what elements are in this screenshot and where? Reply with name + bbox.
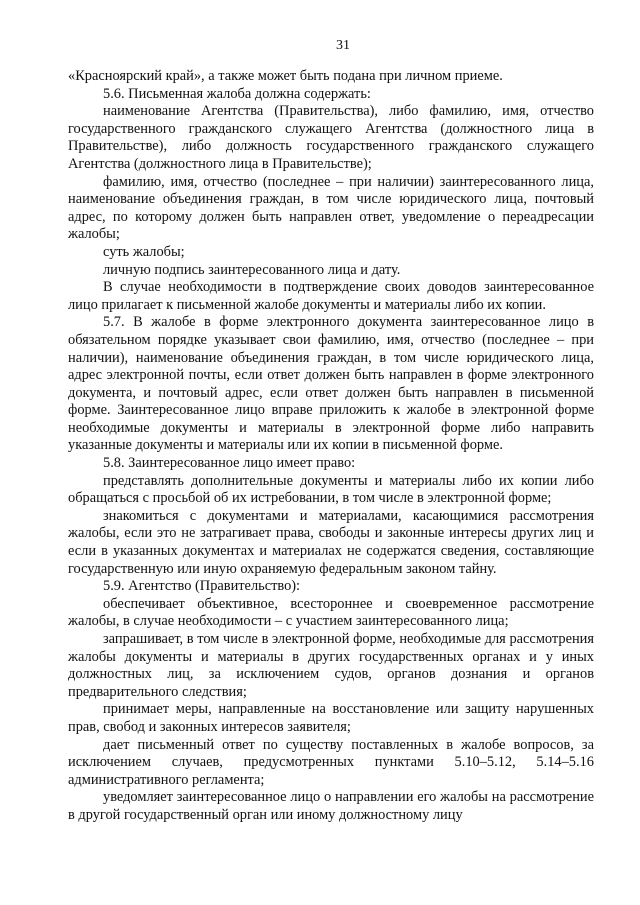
- paragraph: В случае необходимости в подтверждение своих доводов заинтересованное лицо прилагает к письменной жалобе документы и материалы либо их копии.: [68, 279, 594, 313]
- paragraph: 5.9. Агентство (Правительство):: [103, 578, 301, 595]
- paragraph: 5.6. Письменная жалоба должна содержать:: [103, 85, 371, 102]
- document-body: [68, 68, 594, 825]
- paragraph: представлять дополнительные документы и материалы либо их копии либо обращаться с просьбой об их истребовании, в том числе в электронной форме;: [68, 472, 594, 507]
- paragraph: «Красноярский край», а также может быть подана при личном приеме.: [68, 68, 503, 84]
- paragraph: личную подпись заинтересованного лица и дату.: [103, 261, 401, 278]
- paragraph: 5.8. Заинтересованное лицо имеет право:: [103, 455, 356, 472]
- paragraph: принимает меры, направленные на восстановление или защиту нарушенных прав, свобод и законных интересов заявителя;: [68, 701, 594, 735]
- paragraph: дает письменный ответ по существу поставленных в жалобе вопросов, за исключением случаев, предусмотренных пунктами 5.10–5.12, 5.14–5.16 административного регламента;: [68, 736, 594, 788]
- paragraph: суть жалобы;: [103, 243, 185, 260]
- paragraph: 5.7. В жалобе в форме электронного документа заинтересованное лицо в обязательном порядке указывает свои фамилию, имя, отчество (последнее – при наличии), наименование объединения граждан, в том числе юридического лица, адрес электронной почты, если ответ должен быть направлен в форме электронного документа, и почтовый адрес, если ответ должен быть направлен в письменной форме. Заинтересованное лицо вправе приложить к жалобе в электронной форме необходимые документы и материалы в электронной форме либо направить указанные документы и материалы или их копии в письменной форме.: [68, 314, 594, 454]
- paragraph: знакомиться с документами и материалами, касающимися рассмотрения жалобы, если это не затрагивает права, свободы и законные интересы других лиц и если в указанных документах и материалах не содержатся сведения, составляющие государственную или иную охраняемую федеральным законом тайну.: [68, 507, 594, 577]
- paragraph: наименование Агентства (Правительства), либо фамилию, имя, отчество государственного гражданского служащего Агентства (должностного лица в Правительстве), либо должность государственного гражданского служащего Агентства (должностного лица в Правительстве);: [68, 103, 594, 172]
- paragraph: запрашивает, в том числе в электронной форме, необходимые для рассмотрения жалобы документы и материалы в других государственных органах и у иных должностных лиц, за исключением судов, органов дознания и органов предварительного следствия;: [68, 631, 594, 700]
- paragraph: уведомляет заинтересованное лицо о направлении его жалобы на рассмотрение в другой государственный орган или иному должностному лицу: [68, 789, 594, 823]
- paragraph: фамилию, имя, отчество (последнее – при наличии) заинтересованного лица, наименование объединения граждан, в том числе юридического лица, почтовый адрес, по которому должен быть направлен ответ, уведомление о переадресации жалобы;: [68, 173, 594, 243]
- page-number: 31: [336, 38, 350, 53]
- paragraph: обеспечивает объективное, всестороннее и своевременное рассмотрение жалобы, в случае необходимости – с участием заинтересованного лица;: [68, 595, 594, 630]
